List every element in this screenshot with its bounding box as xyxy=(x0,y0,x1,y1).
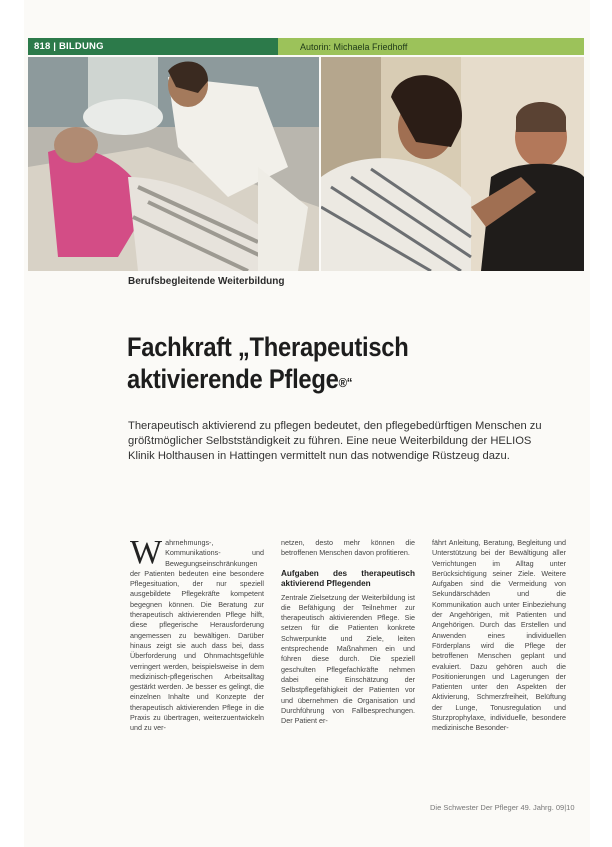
text-column-2 xyxy=(281,538,415,726)
author-label: Autorin: Michaela Friedhoff xyxy=(278,38,584,55)
title-line-2-text: aktivierende Pflege xyxy=(127,364,339,394)
column-1-text: ahrnehmungs-, Kommunikations- und Bewegungseinschränkungen der Patienten bedeuten eine besondere Pflegesituation, der nur speziell ausgebildete Pflegekräfte kompetent begegnen können. Die Beratung zur therapeutisch aktivierenden Pflege hilft, diese pflegerische Herausforderung angemessen zu bewältigen. Darüber hinaus zeigt sie auch dass bei, dass Überforderung und Ohnmachtsgefühle verringert werden, beispielsweise in dem medizinisch-pflegerischen Arbeitsalltag gestärkt werden. Je besser es gelingt, die einzelnen Inhalte und Konzepte der therapeutisch aktivierenden Pflege in die Praxis zu übertragen, weiterzuentwickeln und zu ver- xyxy=(130,538,264,733)
text-column-3 xyxy=(432,538,566,734)
header-bar xyxy=(28,38,584,55)
title-line-2 xyxy=(127,363,497,395)
registered-mark: ®“ xyxy=(338,375,353,390)
section-label: 818 | BILDUNG xyxy=(34,41,104,52)
column-1-paragraph xyxy=(130,534,264,734)
drop-cap: W xyxy=(130,534,163,571)
column-3-text: fährt Anleitung, Beratung, Begleitung und Unterstützung bei der Bewältigung aller Verrichtungen im Alltag unter Berücksichtigung seiner Ziele. Weitere Aufgaben sind die Vermeidung von Sekundärschäden und die Kommunikation auch unter Einbeziehung der Angehörigen, mit Patienten und Angehörigen. Durch das Erstellen und Anwenden eines individuellen Förderplans wird die Pflege der betroffenen Menschen geplant und evaluiert. Dazu gehören auch die Positionierungen und Lagerungen der Patienten unter den Aspekten der Aktivierung, Schmerzfreiheit, Belüftung der Lunge, Tonusregulation und Sturzprophylaxe, individuelle, besondere medizinische Besonder- xyxy=(432,538,566,733)
column-2-text-2: Zentrale Zielsetzung der Weiterbildung ist die Befähigung der Teilnehmer zur therapeutisch aktivierenden Pflege. Sie setzen für die Patienten konkrete Schwerpunkte und Ziele, leiten entsprechende Maßnahmen ein und führen diese durch. Die speziell geschulten Pflegefachkräfte nehmen dabei eine Einschätzung der Selbstpflegefähigkeit der Patienten vor und übernehmen die Organisation und Durchführung von Fallbesprechungen. Der Patient er- xyxy=(281,592,415,726)
photo-left xyxy=(28,57,319,271)
column-2-text-1: netzen, desto mehr können die betroffenen Menschen davon profitieren. xyxy=(281,538,415,558)
article-title xyxy=(127,331,497,395)
article-lead: Therapeutisch aktivierend zu pflegen bedeutet, den pflegebedürftigen Menschen zu größtmöglicher Selbstständigkeit zu führen. Eine neue Weiterbildung der HELIOS Klinik Holthausen in Hattingen vermittelt nun das notwendige Rüstzeug dazu. xyxy=(128,420,542,462)
column-2-subhead: Aufgaben des therapeutisch aktivierend Pflegenden xyxy=(281,568,415,589)
photo-right xyxy=(321,57,584,271)
page-footer: Die Schwester Der Pfleger 49. Jahrg. 09|10 xyxy=(430,803,575,812)
article-kicker: Berufsbegleitende Weiterbildung xyxy=(128,276,285,287)
text-column-1 xyxy=(130,534,264,734)
title-line-1: Fachkraft „Therapeutisch xyxy=(127,332,409,362)
